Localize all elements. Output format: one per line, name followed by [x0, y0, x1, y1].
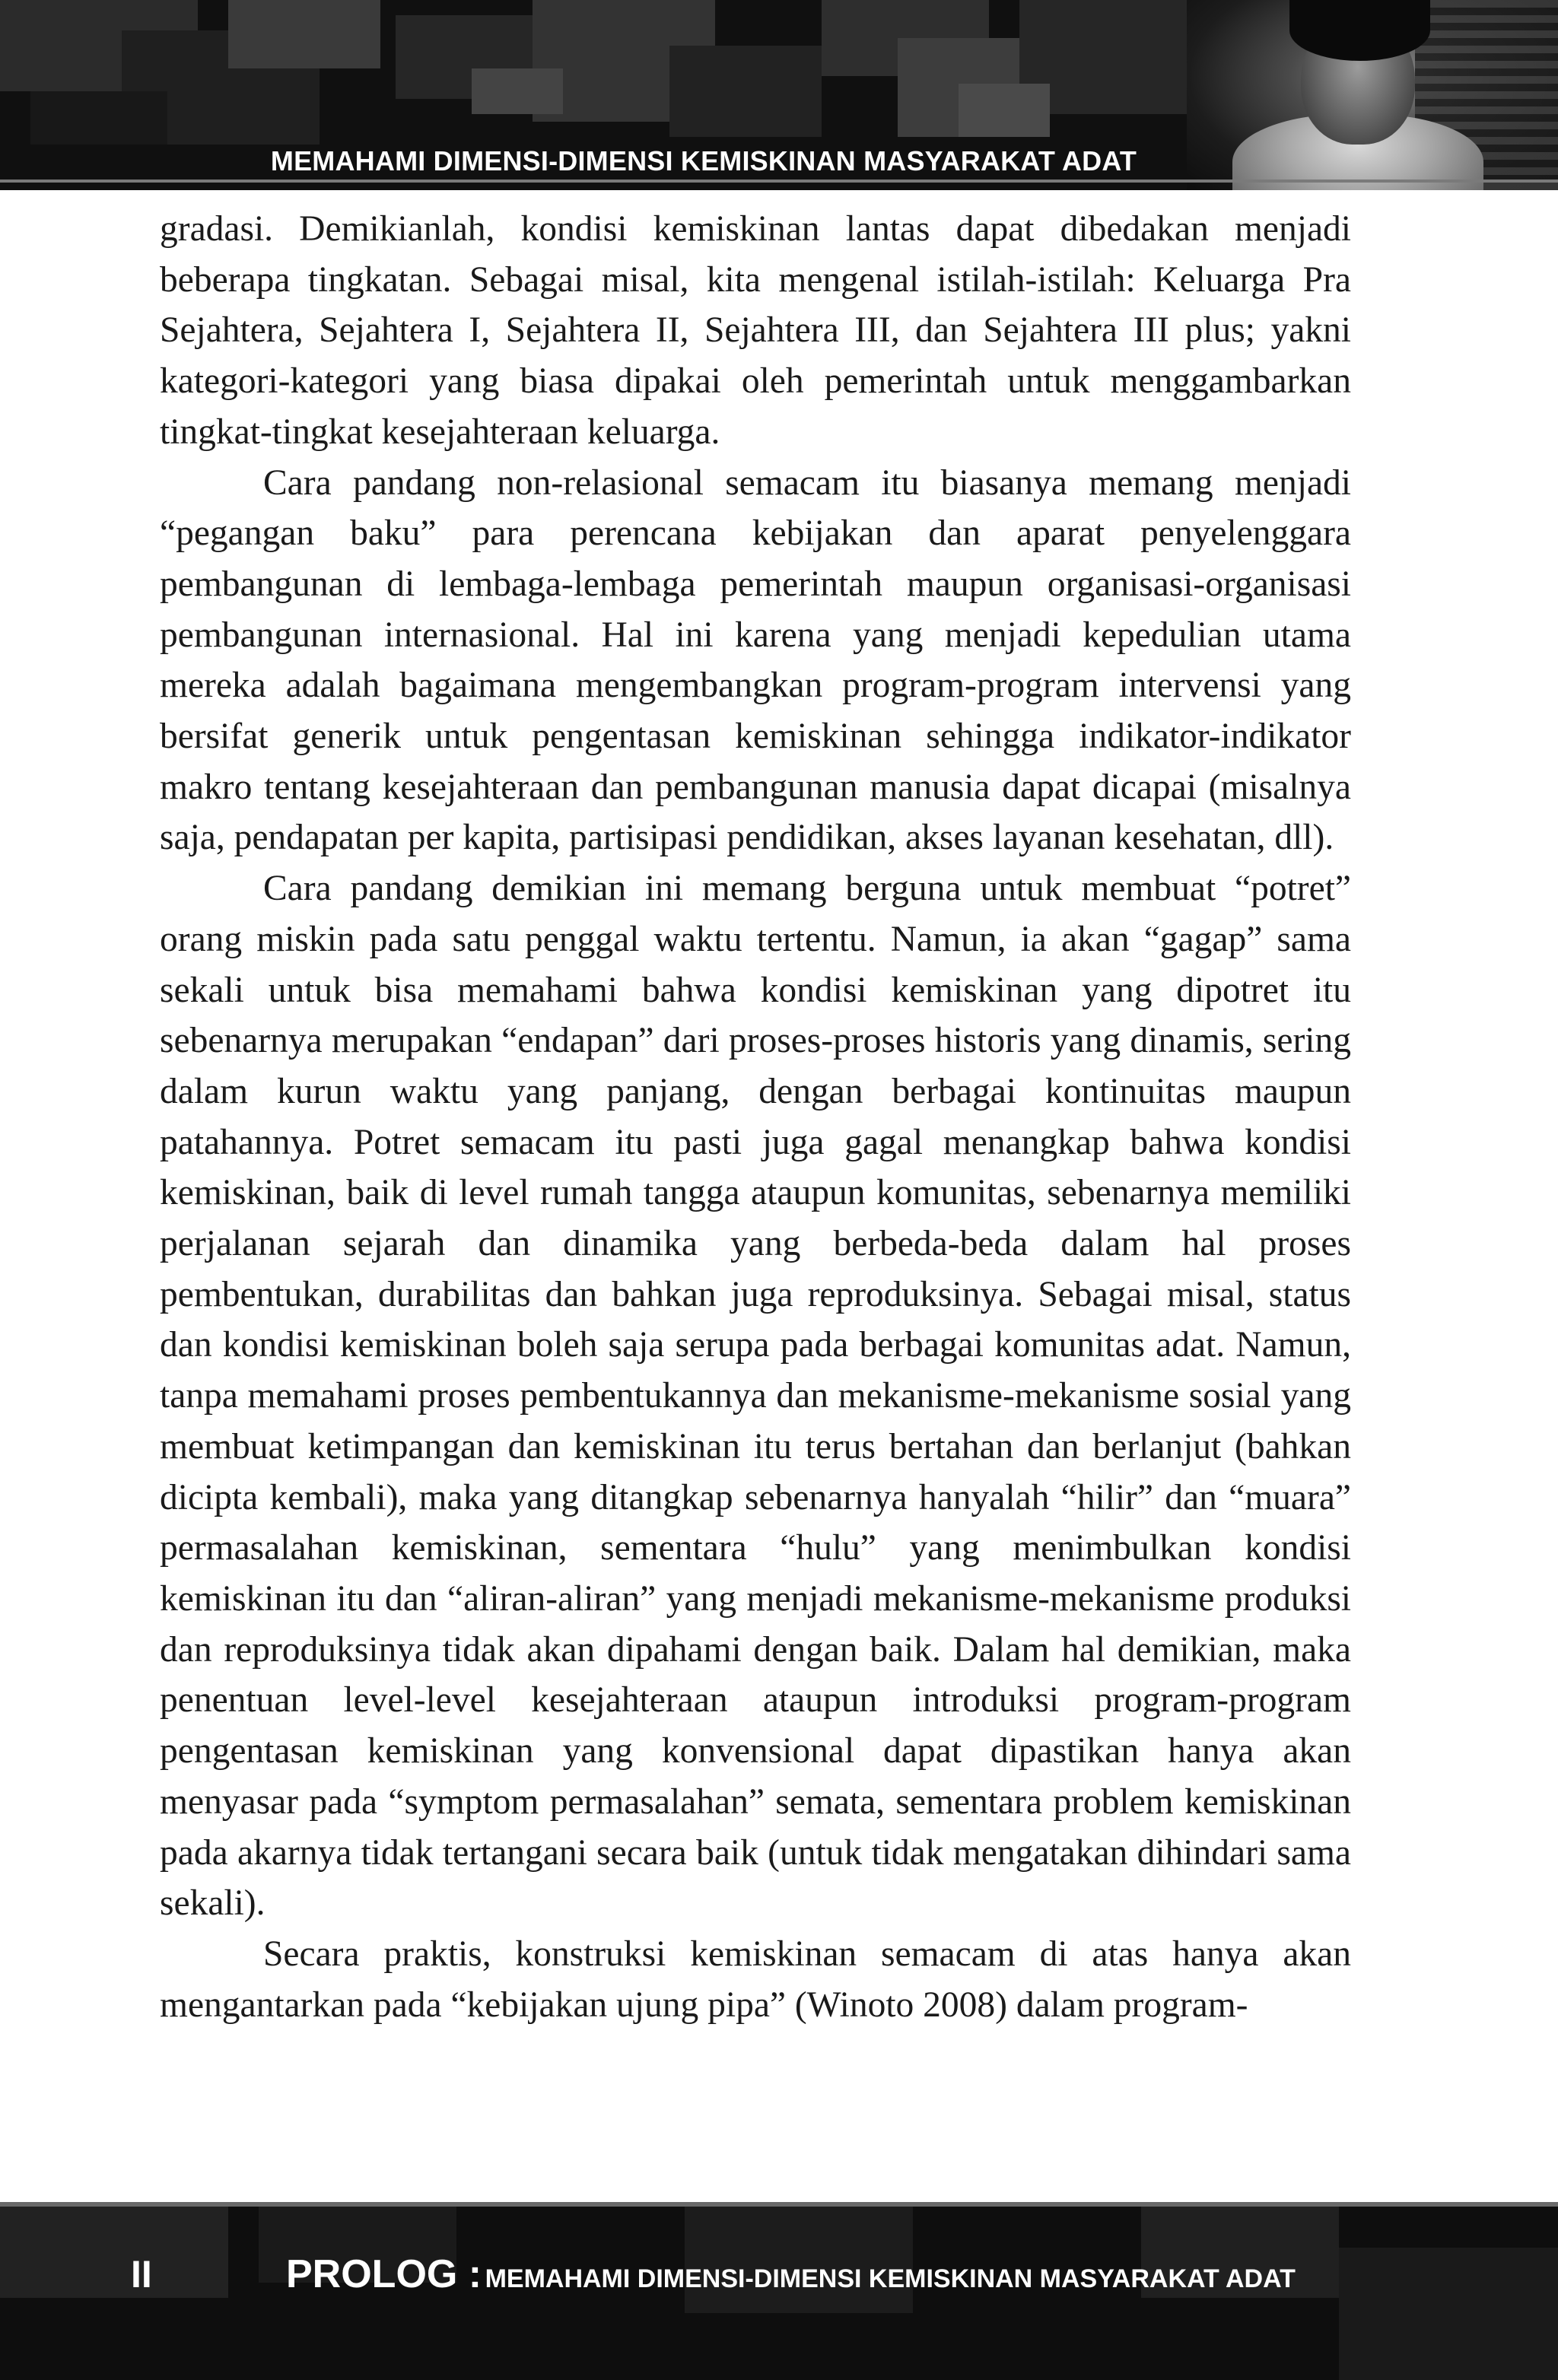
- footer-prolog-label: PROLOG :: [286, 2252, 482, 2296]
- paragraph: Secara praktis, konstruksi kemiskinan semacam di atas hanya akan mengantarkan pada “kebijakan ujung pipa” (Winoto 2008) dalam program-: [160, 1934, 1351, 2025]
- paragraph: gradasi. Demikianlah, kondisi kemiskinan lantas dapat dibedakan menjadi beberapa tingkatan. Sebagai misal, kita mengenal istilah-istilah: Keluarga Pra Sejahtera, Sejahtera I, Sejahtera II, Sejahtera III, dan Sejahtera III plus; yakni kategori-kategori yang biasa dipakai oleh pemerintah untuk menggambarkan tingkat-tingkat kesejahteraan keluarga.: [160, 209, 1351, 452]
- footer-pattern-block: [1339, 2248, 1558, 2380]
- header-pattern-block: [959, 84, 1050, 137]
- paragraph: Cara pandang non-relasional semacam itu biasanya memang menjadi “pegangan baku” para perencana kebijakan dan aparat penyelenggara pembangunan di lembaga-lembaga pemerintah maupun organisasi-organisasi pembangunan internasional. Hal ini karena yang menjadi kepedulian utama mereka adalah bagaimana mengembangkan program-program intervensi yang bersifat generik untuk pengentasan kemiskinan sehingga indikator-indikator makro tentang kesejahteraan dan pembangunan manusia dapat dicapai (misalnya saja, pendapatan per kapita, partisipasi pendidikan, akses layanan kesehatan, dll).: [160, 462, 1351, 858]
- header-pattern-block: [669, 46, 822, 137]
- header-divider: [0, 180, 1558, 183]
- page-footer: [0, 2202, 1558, 2380]
- paragraph: Cara pandang demikian ini memang berguna untuk membuat “potret” orang miskin pada satu penggal waktu tertentu. Namun, ia akan “gagap” sama sekali untuk bisa memahami bahwa kondisi kemiskinan yang dipotret itu sebenarnya merupakan “endapan” dari proses-proses historis yang dinamis, sering dalam kurun waktu yang panjang, dengan berbagai kontinuitas maupun patahannya. Potret semacam itu pasti juga gagal menangkap bahwa kondisi kemiskinan, baik di level rumah tangga ataupun komunitas, sebenarnya memiliki perjalanan sejarah dan dinamika yang berbeda-beda dalam hal proses pembentukan, durabilitas dan bahkan juga reproduksinya. Sebagai misal, status dan kondisi kemiskinan boleh saja serupa pada berbagai komunitas adat. Namun, tanpa memahami proses pembentukannya dan mekanisme-mekanisme sosial yang membuat ketimpangan dan kemiskinan itu terus bertahan dan berlanjut (bahkan dicipta kembali), maka yang ditangkap sebenarnya hanyalah “hilir” dan “muara” permasalahan kemiskinan, sementara “hulu” yang menimbulkan kondisi kemiskinan itu dan “aliran-aliran” yang menjadi mekanisme-mekanisme produksi dan reproduksinya tidak akan dipahami dengan baik. Dalam hal demikian, maka penentuan level-level kesejahteraan ataupun introduksi program-program pengentasan kemiskinan yang konvensional dapat dipastikan hanya akan menyasar pada “symptom permasalahan” semata, sementara problem kemiskinan pada akarnya tidak tertangani secara baik (untuk tidak mengatakan dihindari sama sekali).: [160, 869, 1351, 1924]
- running-header-title: MEMAHAMI DIMENSI-DIMENSI KEMISKINAN MASYARAKAT ADAT: [270, 145, 1137, 176]
- footer-pattern-block: [0, 2207, 228, 2298]
- page-header: [0, 0, 1558, 190]
- footer-divider: [0, 2202, 1558, 2207]
- photo-figure-hair: [1289, 0, 1430, 61]
- footer-book-title: MEMAHAMI DIMENSI-DIMENSI KEMISKINAN MASYARAKAT ADAT: [485, 2264, 1296, 2293]
- page-number: II: [131, 2253, 152, 2296]
- running-footer-title: [286, 2246, 1296, 2302]
- header-pattern-block: [30, 91, 167, 145]
- header-pattern-block: [228, 0, 380, 68]
- body-text: [160, 204, 1351, 2030]
- header-pattern-block: [472, 68, 563, 114]
